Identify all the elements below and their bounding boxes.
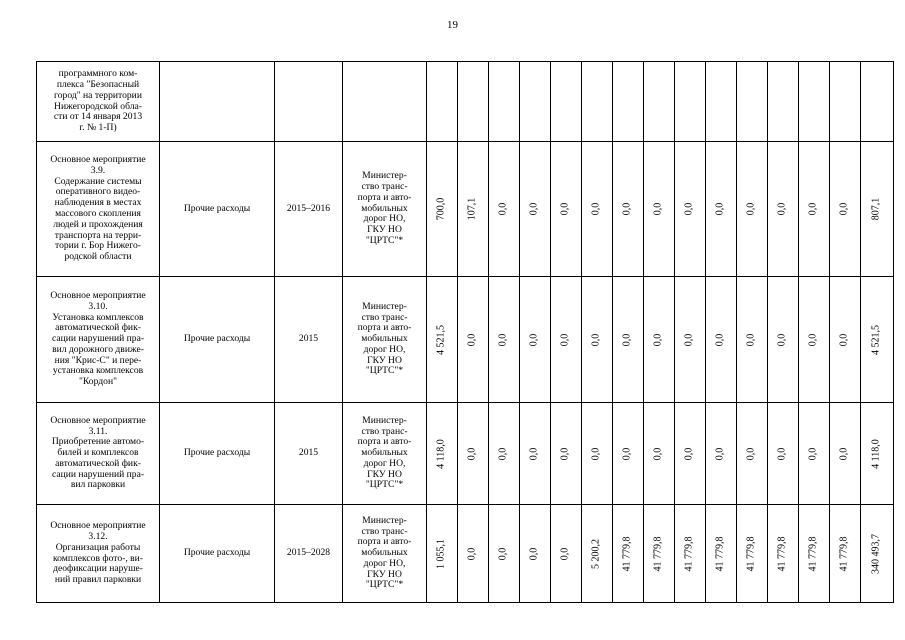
amount-cell: 41 779,8: [613, 505, 644, 603]
amount-cell: 41 779,8: [706, 505, 737, 603]
amount-cell: [830, 62, 861, 142]
executor-cell: Министер- ство транс- порта и авто- мобильных дорог НО, ГКУ НО "ЦРТС"*: [343, 142, 427, 277]
amount-cell: 0,0: [458, 505, 489, 603]
amount-cell: 0,0: [799, 277, 830, 403]
amount-cell: [489, 62, 520, 142]
table-row: [37, 277, 894, 403]
amount-cell: [861, 62, 894, 142]
budget-table: [36, 61, 894, 603]
amount-cell: 0,0: [582, 403, 613, 505]
executor-cell: [343, 62, 427, 142]
amount-cell: 0,0: [830, 403, 861, 505]
amount-cell: 0,0: [675, 277, 706, 403]
amount-cell: 5 200,2: [582, 505, 613, 603]
amount-cell: 700,0: [427, 142, 458, 277]
amount-cell: 0,0: [675, 142, 706, 277]
amount-cell: 0,0: [644, 277, 675, 403]
expense-type-cell: Прочие расходы: [160, 142, 275, 277]
table-row: [37, 505, 894, 603]
period-cell: 2015–2028: [275, 505, 343, 603]
amount-cell: [768, 62, 799, 142]
amount-cell: 0,0: [551, 505, 582, 603]
period-cell: [275, 62, 343, 142]
amount-cell: 0,0: [520, 142, 551, 277]
executor-cell: Министер- ство транс- порта и авто- мобильных дорог НО, ГКУ НО "ЦРТС"*: [343, 403, 427, 505]
amount-cell: 0,0: [830, 277, 861, 403]
amount-cell: 1 055,1: [427, 505, 458, 603]
amount-cell: 0,0: [644, 403, 675, 505]
table-row: [37, 62, 894, 142]
amount-cell: 0,0: [613, 277, 644, 403]
amount-cell: 0,0: [799, 142, 830, 277]
expense-type-cell: Прочие расходы: [160, 505, 275, 603]
amount-cell: 0,0: [613, 403, 644, 505]
amount-cell: [582, 62, 613, 142]
amount-cell: 41 779,8: [675, 505, 706, 603]
amount-cell: 807,1: [861, 142, 894, 277]
amount-cell: 0,0: [644, 142, 675, 277]
amount-cell: 0,0: [458, 277, 489, 403]
amount-cell: 0,0: [520, 403, 551, 505]
amount-cell: 4 118,0: [427, 403, 458, 505]
amount-cell: 0,0: [706, 277, 737, 403]
measure-description-cell: Основное мероприятие 3.10. Установка комплексов автоматической фик- сации нарушений пра- вил дорожного движе- ния "Крис-С" и пере- установка комплексов "Кордон": [37, 277, 160, 403]
amount-cell: 340 493,7: [861, 505, 894, 603]
amount-cell: [520, 62, 551, 142]
amount-cell: 4 521,5: [427, 277, 458, 403]
amount-cell: 0,0: [768, 277, 799, 403]
amount-cell: 0,0: [737, 403, 768, 505]
measure-description-cell: Основное мероприятие 3.9. Содержание системы оперативного видео- наблюдения в местах массового скопления людей и прохождения транспорта на терри- тории г. Бор Нижего- родской области: [37, 142, 160, 277]
amount-cell: [427, 62, 458, 142]
amount-cell: [458, 62, 489, 142]
amount-cell: 0,0: [520, 505, 551, 603]
period-cell: 2015–2016: [275, 142, 343, 277]
amount-cell: 0,0: [737, 277, 768, 403]
amount-cell: 0,0: [830, 142, 861, 277]
amount-cell: 0,0: [489, 142, 520, 277]
amount-cell: 107,1: [458, 142, 489, 277]
amount-cell: 0,0: [520, 277, 551, 403]
amount-cell: 41 779,8: [644, 505, 675, 603]
amount-cell: 0,0: [489, 277, 520, 403]
amount-cell: 0,0: [799, 403, 830, 505]
amount-cell: 41 779,8: [830, 505, 861, 603]
amount-cell: 4 118,0: [861, 403, 894, 505]
amount-cell: [737, 62, 768, 142]
amount-cell: [799, 62, 830, 142]
amount-cell: [551, 62, 582, 142]
amount-cell: 41 779,8: [768, 505, 799, 603]
table-row: [37, 403, 894, 505]
amount-cell: 0,0: [582, 142, 613, 277]
amount-cell: [675, 62, 706, 142]
amount-cell: 0,0: [613, 142, 644, 277]
expense-type-cell: Прочие расходы: [160, 277, 275, 403]
amount-cell: 0,0: [489, 505, 520, 603]
period-cell: 2015: [275, 277, 343, 403]
amount-cell: 41 779,8: [737, 505, 768, 603]
executor-cell: Министер- ство транс- порта и авто- мобильных дорог НО, ГКУ НО "ЦРТС"*: [343, 505, 427, 603]
table-row: [37, 142, 894, 277]
measure-description-cell: Основное мероприятие 3.12. Организация работы комплексов фото-, ви- деофиксации наруше- ний правил парковки: [37, 505, 160, 603]
amount-cell: 0,0: [551, 142, 582, 277]
amount-cell: 4 521,5: [861, 277, 894, 403]
amount-cell: 0,0: [675, 403, 706, 505]
amount-cell: 0,0: [458, 403, 489, 505]
period-cell: 2015: [275, 403, 343, 505]
amount-cell: 0,0: [737, 142, 768, 277]
amount-cell: [613, 62, 644, 142]
amount-cell: 0,0: [768, 403, 799, 505]
amount-cell: 0,0: [768, 142, 799, 277]
amount-cell: 41 779,8: [799, 505, 830, 603]
executor-cell: Министер- ство транс- порта и авто- мобильных дорог НО, ГКУ НО "ЦРТС"*: [343, 277, 427, 403]
measure-description-cell: Основное мероприятие 3.11. Приобретение автомо- билей и комплексов автоматической фик- сации нарушений пра- вил парковки: [37, 403, 160, 505]
amount-cell: [644, 62, 675, 142]
amount-cell: 0,0: [582, 277, 613, 403]
amount-cell: 0,0: [551, 403, 582, 505]
amount-cell: [706, 62, 737, 142]
amount-cell: 0,0: [706, 403, 737, 505]
page-number: 19: [447, 19, 458, 31]
amount-cell: 0,0: [706, 142, 737, 277]
amount-cell: 0,0: [489, 403, 520, 505]
expense-type-cell: [160, 62, 275, 142]
measure-description-cell: программного ком- плекса "Безопасный город" на территории Нижегородской обла- сти от 14 января 2013 г. № 1-П): [37, 62, 160, 142]
expense-type-cell: Прочие расходы: [160, 403, 275, 505]
amount-cell: 0,0: [551, 277, 582, 403]
